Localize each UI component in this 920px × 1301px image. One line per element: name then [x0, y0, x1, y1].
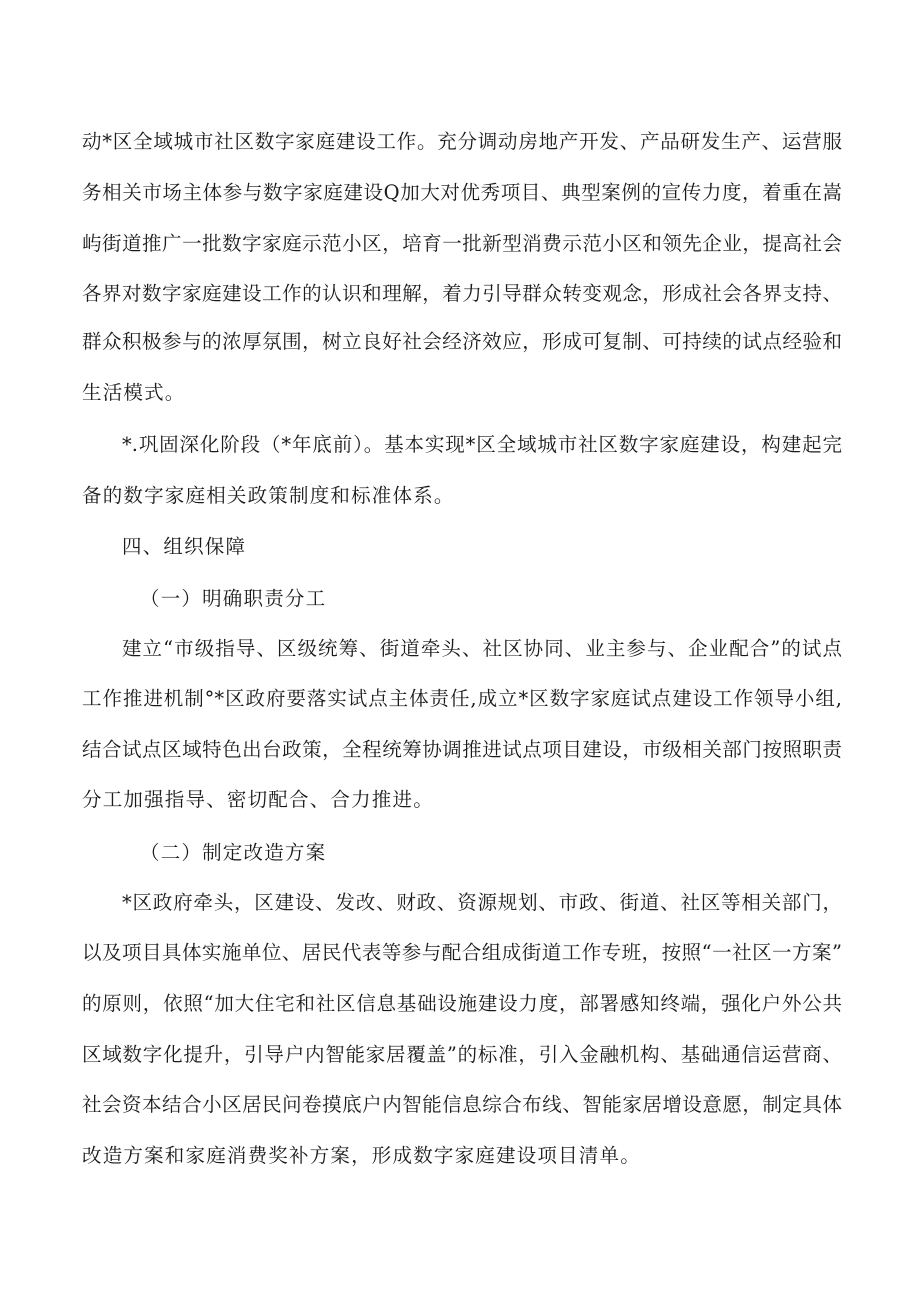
paragraph-line: 务相关市场主体参与数字家庭建设Q加大对优秀项目、典型案例的宣传力度，着重在嵩 — [82, 181, 842, 204]
paragraph-line: 社会资本结合小区居民问卷摸底户内智能信息综合布线、智能家居增设意愿，制定具体 — [82, 1093, 842, 1116]
paragraph-line: 的原则，依照“加大住宅和社区信息基础设施建设力度，部署感知终端，强化户外公共 — [82, 992, 842, 1015]
subsection-title: （一）明确职责分工 — [140, 587, 327, 610]
paragraph-line: 以及项目具体实施单位、居民代表等参与配合组成街道工作专班，按照“一社区一方案” — [82, 941, 842, 964]
paragraph-line: 分工加强指导、密切配合、合力推进。 — [82, 788, 434, 811]
subsection-title: （二）制定改造方案 — [140, 841, 327, 864]
paragraph-line: 结合试点区域特色出台政策，全程统筹协调推进试点项目建设，市级相关部门按照职责 — [82, 738, 842, 761]
paragraph-line: 改造方案和家庭消费奖补方案，形成数字家庭建设项目清单。 — [82, 1144, 641, 1167]
section-heading: 四、组织保障 — [122, 535, 247, 558]
paragraph-line: 工作推进机制°*区政府要落实试点主体责任,成立*区数字家庭试点建设工作领导小组, — [82, 687, 842, 710]
paragraph-line: 区域数字化提升，引导户内智能家居覆盖”的标准，引入金融机构、基础通信运营商、 — [82, 1043, 842, 1066]
paragraph-line: 群众积极参与的浓厚氛围，树立良好社会经济效应，形成可复制、可持续的试点经验和 — [82, 330, 842, 353]
paragraph-line: 各界对数字家庭建设工作的认识和理解，着力引导群众转变观念，形成社会各界支持、 — [82, 282, 842, 305]
paragraph-line: 屿街道推广一批数字家庭示范小区，培育一批新型消费示范小区和领先企业，提高社会 — [82, 232, 842, 255]
paragraph-line: 动*区全域城市社区数字家庭建设工作。充分调动房地产开发、产品研发生产、运营服 — [82, 130, 842, 153]
paragraph-line: 生活模式。 — [82, 381, 186, 404]
paragraph-line: *区政府牵头，区建设、发改、财政、资源规划、市政、街道、社区等相关部门， — [122, 891, 842, 914]
paragraph-line: 备的数字家庭相关政策制度和标准体系。 — [82, 484, 455, 507]
paragraph-line: 建立“市级指导、区级统筹、街道牵头、社区协同、业主参与、企业配合”的试点 — [122, 637, 842, 660]
paragraph-line: *.巩固深化阶段（*年底前）。基本实现*区全域城市社区数字家庭建设，构建起完 — [122, 433, 842, 456]
